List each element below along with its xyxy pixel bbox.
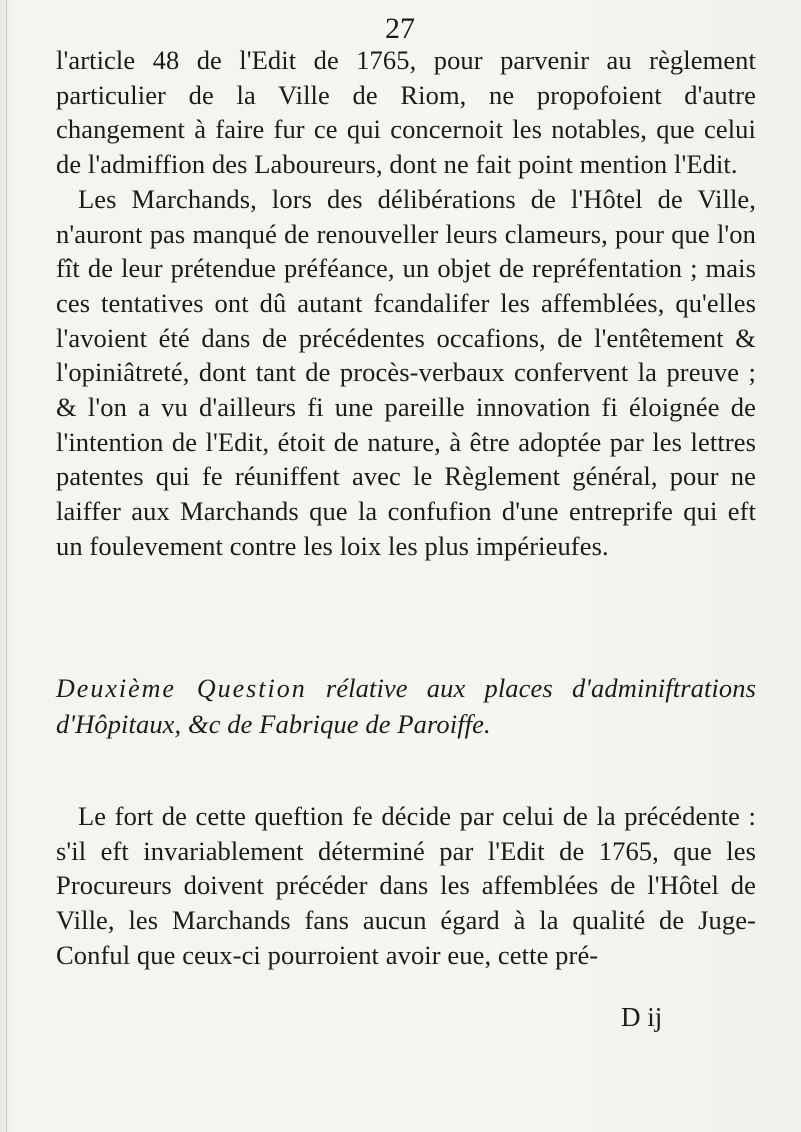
- paragraph-2: Les Marchands, lors des délibérations de l'Hôtel de Ville, n'auront pas manqué de renouveller leurs clameurs, pour que l'on fît de leur prétendue préféance, un objet de repréfentation ; mais ces tentatives ont dû autant fcandalifer les affemblées, qu'elles l'avoient été dans de précédentes occafions, de l'entêtement & l'opiniâtreté, dont tant de procès-verbaux confervent la preuve ; & l'on a vu d'ailleurs fi une pareille innovation fi éloignée de l'intention de l'Edit, étoit de nature, à être adoptée par les lettres patentes qui fe réuniffent avec le Règlement général, pour ne laiffer aux Marchands que la confufion d'une entreprife qui eft un foulevement contre les loix les plus impérieufes.: [56, 183, 756, 561]
- heading-title: Deuxième Question: [56, 674, 307, 703]
- page-number: 27: [385, 12, 415, 45]
- signature-mark: D ij: [621, 1002, 663, 1032]
- body-text-top: [56, 43, 756, 564]
- paragraph-1: l'article 48 de l'Edit de 1765, pour parvenir au règlement particulier de la Ville de Riom, ne propofoient d'autre changement à faire fur ce qui concernoit les notables, que celui de l'admiffion des Laboureurs, dont ne fait point mention l'Edit.: [56, 45, 756, 180]
- body-text-bottom: [56, 799, 756, 973]
- heading-subtitle: rélative aux places d'adminiftrations d'Hôpitaux, &c de Fabrique de Paroiffe.: [56, 673, 756, 739]
- section-heading: [56, 671, 756, 741]
- page-gutter: [6, 0, 7, 1132]
- paragraph-3: Le fort de cette queftion fe décide par celui de la précédente : s'il eft invariablement déterminé par l'Edit de 1765, que les Procureurs doivent précéder dans les affemblées de l'Hôtel de Ville, les Marchands fans aucun égard à la qualité de Juge-Conful que ceux-ci pourroient avoir eue, cette pré-: [56, 801, 756, 970]
